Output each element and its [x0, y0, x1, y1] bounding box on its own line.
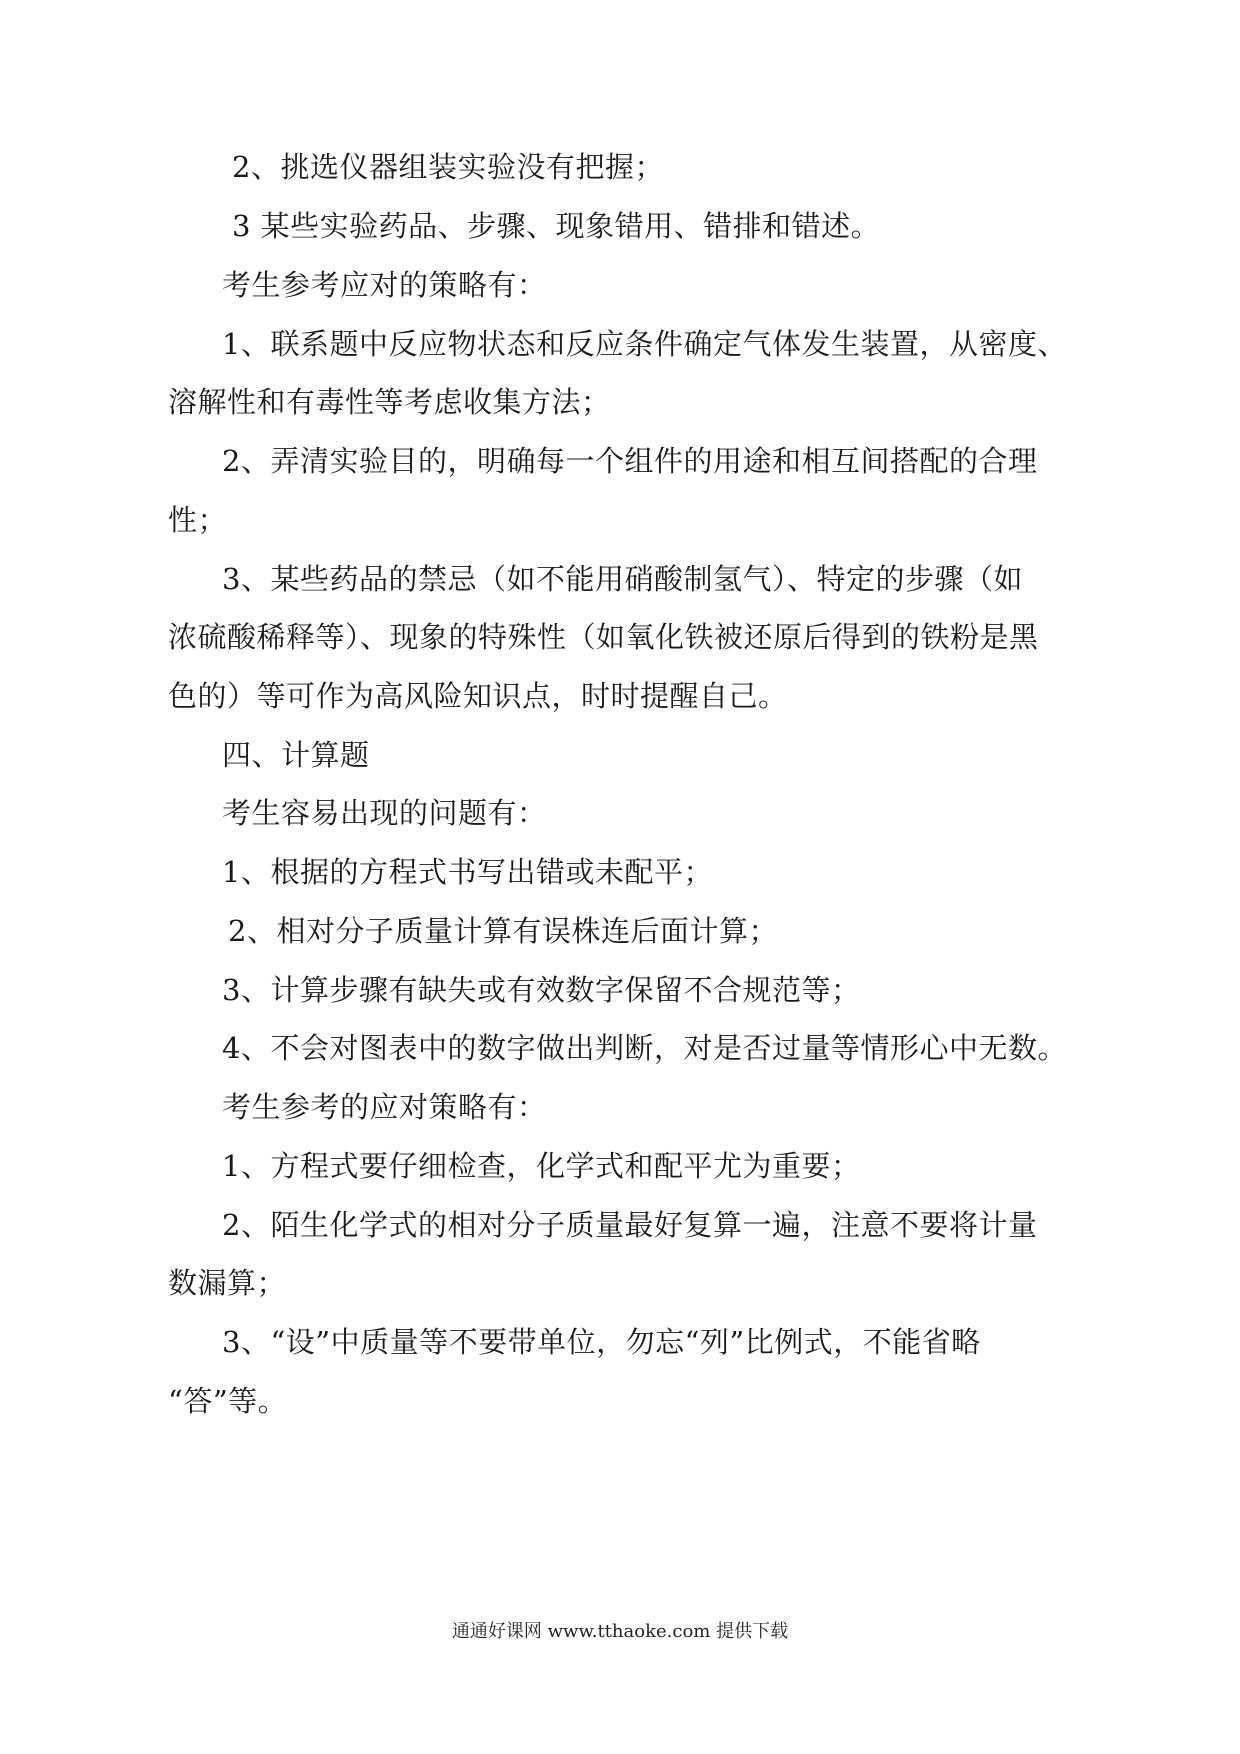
- text-line-12: 考生容易出现的问题有：: [222, 796, 547, 830]
- text-line-6: 2、弄清实验目的，明确每一个组件的用途和相互间搭配的合理: [222, 444, 1038, 478]
- text-line-20: 数漏算；: [168, 1266, 287, 1300]
- text-line-21: 3、“设”中质量等不要带单位，勿忘“列”比例式，不能省略: [222, 1325, 981, 1359]
- text-line-17: 考生参考的应对策略有：: [222, 1090, 547, 1124]
- text-line-3: 考生参考应对的策略有：: [222, 268, 547, 302]
- text-line-22: “答”等。: [168, 1384, 288, 1418]
- text-line-10: 色的）等可作为高风险知识点，时时提醒自己。: [168, 679, 788, 713]
- text-line-7: 性；: [168, 503, 228, 537]
- text-line-4: 1、联系题中反应物状态和反应条件确定气体发生装置，从密度、: [222, 327, 1067, 361]
- text-line-15: 3、计算步骤有缺失或有效数字保留不合规范等；: [222, 973, 861, 1007]
- text-line-2: 3 某些实验药品、步骤、现象错用、错排和错述。: [232, 209, 881, 243]
- text-line-13: 1、根据的方程式书写出错或未配平；: [222, 855, 713, 889]
- text-line-14: 2、相对分子质量计算有误株连后面计算；: [228, 914, 778, 948]
- page-footer: 通通好课网 www.tthaoke.com 提供下载: [451, 1621, 789, 1642]
- text-line-16: 4、不会对图表中的数字做出判断，对是否过量等情形心中无数。: [222, 1031, 1067, 1065]
- text-line-19: 2、陌生化学式的相对分子质量最好复算一遍，注意不要将计量: [222, 1208, 1038, 1242]
- text-line-9: 浓硫酸稀释等）、现象的特殊性（如氧化铁被还原后得到的铁粉是黑: [168, 620, 1039, 654]
- text-line-18: 1、方程式要仔细检查，化学式和配平尤为重要；: [222, 1149, 861, 1183]
- text-line-1: 2、挑选仪器组装实验没有把握；: [232, 150, 664, 184]
- text-line-8: 3、某些药品的禁忌（如不能用硝酸制氢气）、特定的步骤（如: [222, 562, 1023, 596]
- section-heading: 四、计算题: [222, 738, 370, 772]
- text-line-5: 溶解性和有毒性等考虑收集方法；: [168, 385, 611, 419]
